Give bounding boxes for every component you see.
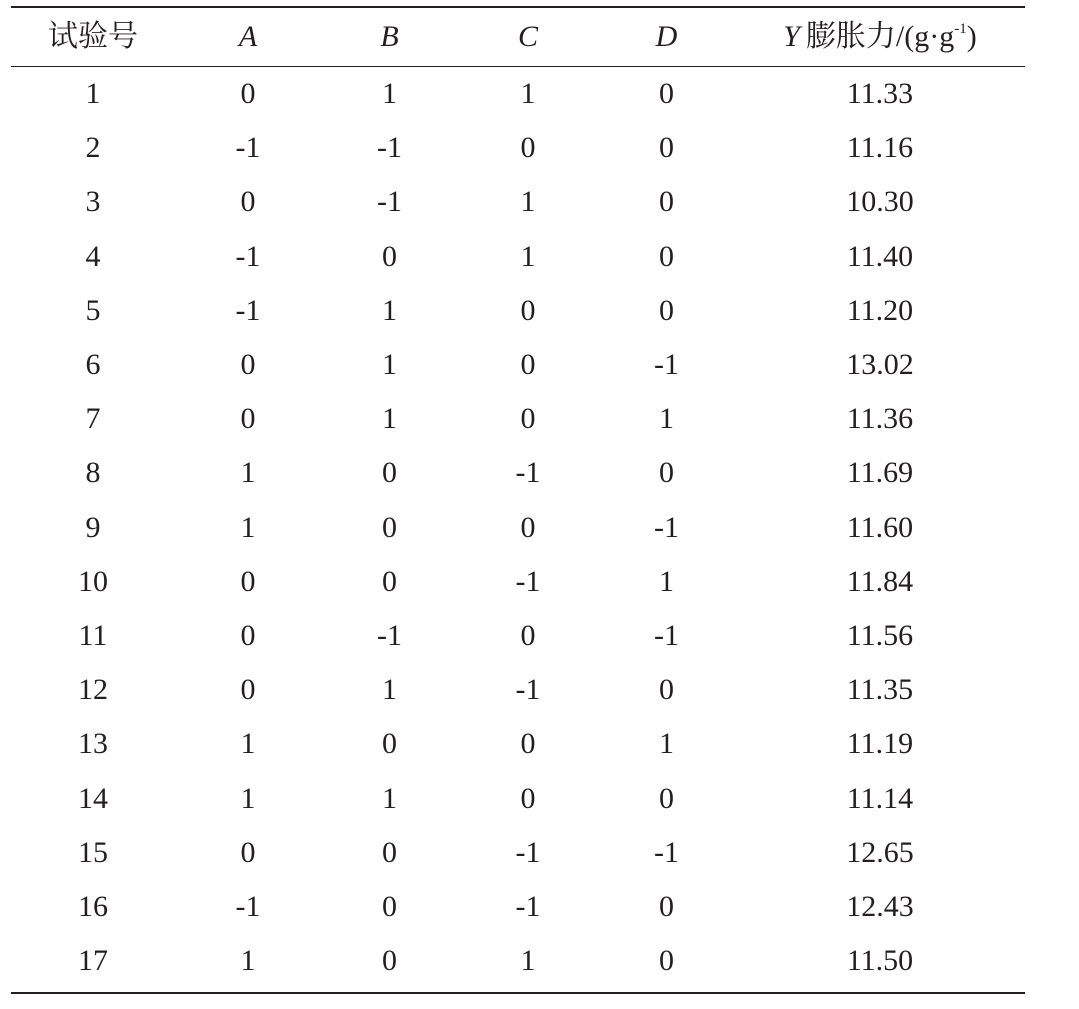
cell-d: 0 [659,131,674,165]
cell-a: 0 [240,185,256,219]
cell-b: 0 [382,835,397,869]
table-row [11,934,1025,988]
cell-d: 1 [659,402,674,436]
cell-trial: 14 [78,781,108,815]
header-y-name: 膨胀力/(g·g [805,20,955,53]
cell-b: 1 [382,402,397,436]
cell-a: 0 [240,402,256,436]
cell-d: 0 [659,456,674,490]
cell-y: 11.84 [846,564,914,598]
cell-a: 1 [240,781,256,815]
cell-a: 1 [240,510,256,544]
table-row [11,663,1025,717]
cell-y: 11.16 [846,131,914,165]
cell-a: -1 [235,889,261,923]
cell-c: 0 [520,510,536,544]
header-factor-c: C [517,20,538,53]
cell-trial: 10 [78,564,108,598]
cell-y: 11.69 [846,456,914,490]
cell-d: 1 [659,564,674,598]
table-row [11,555,1025,609]
cell-c: 1 [520,239,536,273]
header-response-y [735,22,1025,52]
cell-d: -1 [654,348,679,382]
cell-y: 13.02 [846,348,914,382]
cell-c: 1 [520,77,536,111]
cell-a: 1 [240,727,256,761]
header-trial-number: 试验号 [48,20,138,53]
cell-c: 1 [520,185,536,219]
cell-d: 1 [659,727,674,761]
cell-d: 0 [659,673,674,707]
cell-y: 11.56 [846,618,914,652]
cell-c: 0 [520,348,536,382]
header-y-symbol: Y [783,20,800,53]
cell-c: -1 [515,564,541,598]
cell-c: 1 [520,944,536,978]
cell-c: -1 [515,835,541,869]
table-row [11,609,1025,663]
cell-a: 0 [240,618,256,652]
cell-a: 0 [240,77,256,111]
cell-b: 0 [382,944,397,978]
cell-d: 0 [659,889,674,923]
cell-trial: 5 [85,293,101,327]
table-row [11,121,1025,175]
cell-y: 11.20 [846,293,914,327]
cell-b: -1 [377,131,402,165]
table-row [11,67,1025,121]
cell-b: -1 [377,185,402,219]
cell-y: 11.14 [846,781,914,815]
header-factor-b: B [380,20,399,53]
cell-d: 0 [659,293,674,327]
table-row [11,230,1025,284]
cell-trial: 17 [78,944,108,978]
table-row [11,284,1025,338]
table-row [11,446,1025,500]
cell-b: 0 [382,239,397,273]
cell-y: 11.60 [846,510,914,544]
cell-b: 0 [382,564,397,598]
table-row [11,392,1025,446]
table-header-row [11,8,1025,67]
cell-d: 0 [659,77,674,111]
cell-b: 0 [382,727,397,761]
cell-y: 11.33 [846,77,914,111]
cell-a: -1 [235,239,261,273]
cell-c: 0 [520,293,536,327]
cell-trial: 1 [85,77,101,111]
cell-trial: 11 [78,618,108,652]
cell-trial: 12 [78,673,108,707]
cell-y: 12.65 [846,835,914,869]
cell-trial: 7 [85,402,101,436]
table-row [11,717,1025,771]
cell-a: -1 [235,131,261,165]
cell-a: -1 [235,293,261,327]
cell-trial: 13 [78,727,108,761]
cell-trial: 15 [78,835,108,869]
cell-d: -1 [654,618,679,652]
cell-b: 1 [382,293,397,327]
table-body [11,67,1025,992]
cell-trial: 2 [85,131,101,165]
cell-c: 0 [520,618,536,652]
cell-b: 1 [382,781,397,815]
cell-d: 0 [659,239,674,273]
header-y-exponent: -1 [954,21,967,37]
cell-d: 0 [659,944,674,978]
cell-c: -1 [515,673,541,707]
header-y-close: ) [966,20,977,53]
cell-a: 1 [240,456,256,490]
cell-c: 0 [520,131,536,165]
cell-y: 10.30 [846,185,914,219]
cell-a: 0 [240,564,256,598]
cell-y: 11.40 [846,239,914,273]
cell-c: -1 [515,456,541,490]
table-row [11,501,1025,555]
cell-b: 0 [382,889,397,923]
cell-c: 0 [520,402,536,436]
cell-y: 11.35 [846,673,914,707]
cell-b: 0 [382,456,397,490]
cell-trial: 16 [78,889,108,923]
cell-y: 11.19 [846,727,914,761]
table-row [11,175,1025,229]
cell-trial: 8 [85,456,101,490]
cell-a: 0 [240,673,256,707]
cell-trial: 9 [85,510,101,544]
cell-trial: 3 [85,185,101,219]
cell-a: 0 [240,348,256,382]
cell-b: -1 [377,618,402,652]
cell-c: 0 [520,727,536,761]
cell-d: -1 [654,835,679,869]
cell-y: 12.43 [846,889,914,923]
cell-trial: 4 [85,239,101,273]
table-row [11,338,1025,392]
cell-c: 0 [520,781,536,815]
cell-b: 1 [382,348,397,382]
table-row [11,880,1025,934]
header-factor-a: A [238,20,258,53]
cell-d: -1 [654,510,679,544]
cell-trial: 6 [85,348,101,382]
cell-c: -1 [515,889,541,923]
data-table [11,6,1025,994]
cell-y: 11.36 [846,402,914,436]
cell-b: 0 [382,510,397,544]
table-row [11,826,1025,880]
table-row [11,771,1025,825]
cell-a: 0 [240,835,256,869]
cell-y: 11.50 [846,944,914,978]
header-factor-d: D [655,20,678,53]
cell-b: 1 [382,77,397,111]
cell-a: 1 [240,944,256,978]
cell-d: 0 [659,781,674,815]
cell-d: 0 [659,185,674,219]
cell-b: 1 [382,673,397,707]
